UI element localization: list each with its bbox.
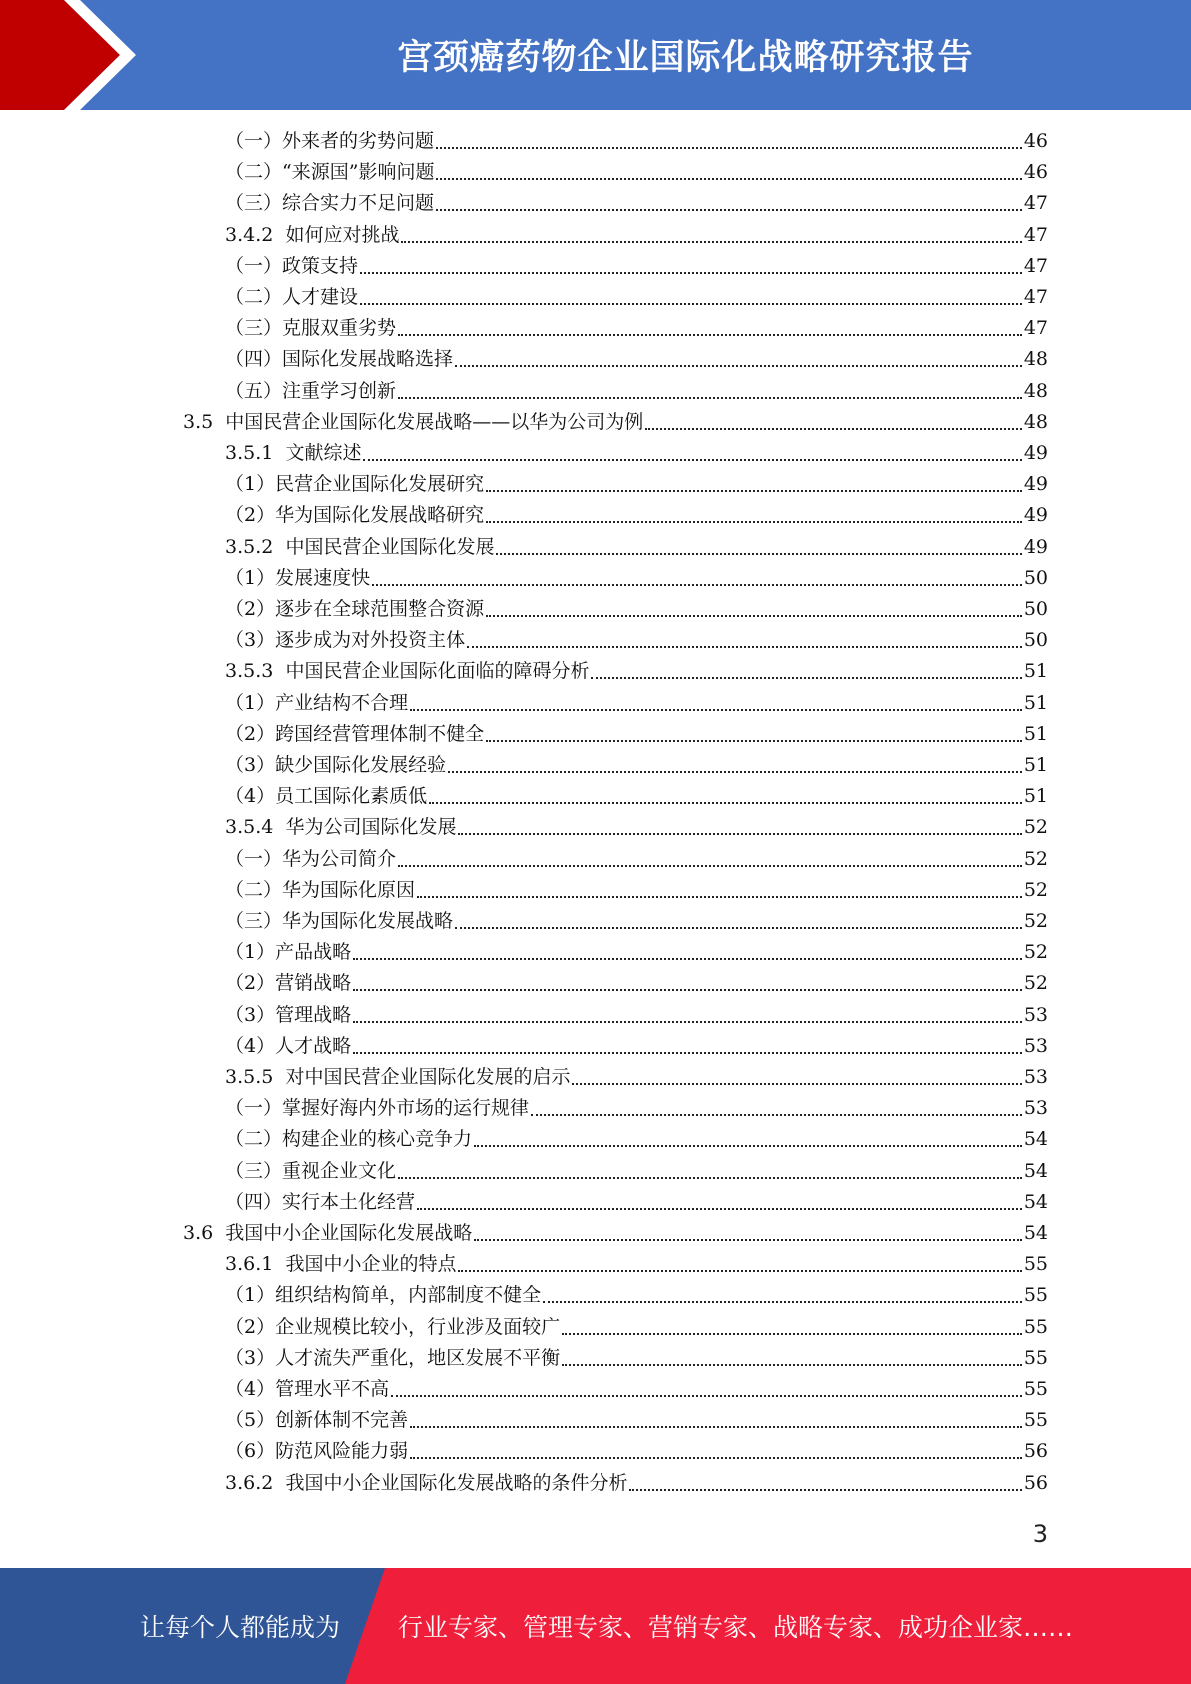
toc-entry-page: 52 (1023, 941, 1048, 964)
toc-entry-title: 人才建设 (282, 286, 359, 308)
toc-entry-number: （1） (225, 691, 276, 714)
report-title: 宫颈癌药物企业国际化战略研究报告 (397, 38, 974, 78)
toc-entry-number: （三） (225, 910, 283, 932)
toc-entry-page: 55 (1023, 1409, 1048, 1432)
toc-entry-page: 47 (1023, 317, 1048, 340)
toc-entry-title: 对中国民营企业国际化发展的启示 (285, 1066, 571, 1088)
toc-entry-page: 51 (1023, 754, 1048, 776)
toc-entry-title: 中国民营企业国际化发展 (285, 535, 495, 558)
toc-entry[interactable] (225, 1249, 1048, 1280)
toc-dot-leader (629, 1488, 1021, 1491)
toc-entry-number: （一） (225, 1097, 283, 1120)
toc-entry-page: 48 (1023, 348, 1048, 371)
toc-entry-page: 46 (1023, 130, 1048, 152)
toc-dot-leader (417, 895, 1022, 898)
toc-entry-page: 55 (1023, 1315, 1048, 1338)
toc-entry-page: 47 (1023, 223, 1048, 246)
toc-entry-page: 52 (1023, 910, 1048, 932)
toc-entry-number: （2） (225, 504, 276, 527)
toc-entry-title: 中国民营企业国际化面临的障碍分析 (285, 660, 590, 683)
toc-entry[interactable] (225, 1124, 1048, 1155)
toc-entry[interactable] (225, 313, 1048, 344)
toc-entry-number: （4） (225, 1034, 276, 1057)
toc-dot-leader (436, 177, 1021, 180)
toc-dot-leader (448, 770, 1022, 773)
toc-entry-page: 49 (1023, 442, 1048, 464)
toc-entry[interactable] (225, 1312, 1048, 1343)
toc-entry-title: 人才流失严重化，地区发展不平衡 (275, 1346, 561, 1369)
toc-entry[interactable] (225, 532, 1048, 563)
toc-entry-number: （3） (225, 629, 276, 652)
toc-dot-leader (486, 489, 1022, 492)
toc-entry-page: 51 (1023, 785, 1048, 808)
toc-entry-title: “来源国”影响问题 (282, 161, 435, 184)
toc-dot-leader (486, 614, 1022, 617)
toc-entry-page: 56 (1023, 1440, 1048, 1463)
toc-entry-number: 3.5.1 (225, 442, 286, 464)
toc-entry[interactable] (225, 594, 1048, 625)
toc-entry-title: 缺少国际化发展经验 (275, 754, 447, 776)
toc-entry-page: 55 (1023, 1284, 1048, 1307)
toc-dot-leader (496, 552, 1021, 555)
toc-entry-title: 华为国际化发展战略 (282, 910, 454, 932)
toc-dot-leader (410, 708, 1022, 711)
toc-entry-title: 国际化发展战略选择 (282, 348, 454, 371)
toc-dot-leader (455, 926, 1022, 929)
toc-entry-number: 3.5.3 (225, 660, 286, 683)
toc-entry[interactable] (225, 157, 1048, 188)
toc-entry-title: 跨国经营管理体制不健全 (275, 722, 485, 745)
toc-entry[interactable] (225, 344, 1048, 375)
header-red-arrow (0, 0, 120, 110)
toc-dot-leader (398, 1176, 1022, 1179)
toc-entry-page: 52 (1023, 847, 1048, 870)
toc-entry[interactable] (225, 126, 1048, 157)
toc-entry[interactable] (225, 282, 1048, 313)
toc-dot-leader (353, 988, 1022, 991)
toc-entry-title: 发展速度快 (275, 566, 371, 589)
toc-entry-title: 逐步成为对外投资主体 (275, 629, 466, 652)
toc-dot-leader (363, 458, 1021, 461)
toc-entry-number: （3） (225, 1346, 276, 1369)
toc-entry-page: 54 (1023, 1190, 1048, 1213)
toc-entry-page: 48 (1023, 379, 1048, 402)
toc-entry-title: 逐步在全球范围整合资源 (275, 598, 485, 620)
toc-entry-number: 3.5.4 (225, 816, 286, 839)
toc-entry[interactable] (225, 1405, 1048, 1436)
toc-entry-title: 综合实力不足问题 (282, 192, 435, 215)
toc-entry-number: （一） (225, 847, 283, 870)
toc-entry-title: 重视企业文化 (282, 1159, 397, 1182)
toc-dot-leader (572, 1082, 1021, 1085)
toc-entry-page: 49 (1023, 535, 1048, 558)
toc-entry[interactable] (225, 1280, 1048, 1311)
toc-entry-page: 48 (1023, 410, 1048, 433)
toc-entry-title: 注重学习创新 (282, 379, 397, 402)
toc-entry-number: （2） (225, 598, 276, 620)
toc-entry-number: （2） (225, 1315, 276, 1338)
toc-entry-number: （5） (225, 1409, 276, 1432)
toc-entry-number: （四） (225, 348, 283, 371)
toc-entry-title: 创新体制不完善 (275, 1409, 409, 1432)
toc-entry[interactable] (225, 750, 1048, 781)
toc-dot-leader (531, 1113, 1022, 1116)
toc-entry-page: 55 (1023, 1253, 1048, 1276)
toc-entry[interactable] (225, 500, 1048, 531)
toc-entry-page: 49 (1023, 504, 1048, 527)
toc-entry[interactable] (225, 844, 1048, 875)
toc-entry-title: 管理战略 (275, 1003, 352, 1026)
toc-entry[interactable] (225, 625, 1048, 656)
toc-entry-title: 中国民营企业国际化发展战略——以华为公司为例 (225, 410, 644, 433)
toc-entry-number: （五） (225, 379, 283, 402)
toc-entry-page: 53 (1023, 1066, 1048, 1088)
toc-entry-title: 华为国际化发展战略研究 (275, 504, 485, 527)
toc-entry[interactable] (225, 1031, 1048, 1062)
toc-entry-page: 53 (1023, 1003, 1048, 1026)
toc-dot-leader (372, 583, 1022, 586)
toc-entry-title: 掌握好海内外市场的运行规律 (282, 1097, 530, 1120)
toc-entry-title: 外来者的劣势问题 (282, 130, 435, 152)
toc-entry-page: 47 (1023, 192, 1048, 215)
toc-entry-number: （二） (225, 1128, 283, 1151)
toc-entry[interactable] (225, 906, 1048, 937)
toc-entry-page: 51 (1023, 660, 1048, 683)
toc-entry-title: 组织结构简单，内部制度不健全 (275, 1284, 542, 1307)
toc-dot-leader (398, 864, 1022, 867)
toc-entry[interactable] (225, 563, 1048, 594)
toc-entry[interactable] (225, 1062, 1048, 1093)
toc-entry-number: （6） (225, 1440, 276, 1463)
toc-entry-title: 管理水平不高 (275, 1378, 390, 1400)
toc-entry-page: 46 (1023, 161, 1048, 184)
toc-entry-number: （1） (225, 1284, 276, 1307)
toc-entry-title: 文献综述 (285, 442, 362, 464)
toc-entry-number: 3.5 (183, 410, 226, 433)
toc-entry-title: 如何应对挑战 (285, 223, 400, 246)
toc-entry[interactable] (225, 438, 1048, 469)
toc-entry-number: （二） (225, 878, 283, 901)
toc-entry-page: 54 (1023, 1222, 1048, 1244)
toc-entry-page: 52 (1023, 972, 1048, 995)
toc-entry[interactable] (225, 656, 1048, 687)
toc-entry-page: 50 (1023, 629, 1048, 652)
page-number: 3 (1032, 1520, 1048, 1548)
toc-dot-leader (486, 739, 1022, 742)
toc-entry[interactable] (225, 812, 1048, 843)
toc-entry[interactable] (183, 407, 1048, 438)
toc-dot-leader (486, 520, 1022, 523)
toc-entry[interactable] (225, 968, 1048, 999)
toc-dot-leader (398, 333, 1022, 336)
toc-dot-leader (398, 396, 1022, 399)
toc-dot-leader (410, 1425, 1022, 1428)
toc-entry[interactable] (225, 719, 1048, 750)
toc-dot-leader (436, 208, 1022, 211)
toc-entry[interactable] (225, 1187, 1048, 1218)
toc-entry-page: 52 (1023, 878, 1048, 901)
toc-entry-number: （三） (225, 317, 283, 340)
toc-dot-leader (401, 240, 1021, 243)
toc-dot-leader (467, 645, 1022, 648)
toc-entry-number: （三） (225, 1159, 283, 1182)
toc-entry-title: 员工国际化素质低 (275, 785, 428, 808)
toc-dot-leader (474, 1144, 1022, 1147)
toc-entry-number: （四） (225, 1190, 283, 1213)
toc-entry-page: 55 (1023, 1346, 1048, 1369)
toc-entry-page: 56 (1023, 1471, 1048, 1494)
toc-entry-title: 构建企业的核心竞争力 (282, 1128, 473, 1151)
toc-entry-title: 我国中小企业的特点 (285, 1253, 457, 1276)
toc-entry-number: （1） (225, 566, 276, 589)
toc-entry[interactable] (225, 469, 1048, 500)
toc-entry-title: 华为公司国际化发展 (285, 816, 457, 839)
toc-entry-title: 营销战略 (275, 972, 352, 995)
toc-entry[interactable] (225, 220, 1048, 251)
toc-dot-leader (458, 832, 1021, 835)
toc-entry-number: （1） (225, 473, 276, 496)
toc-entry-page: 53 (1023, 1097, 1048, 1120)
toc-entry-page: 47 (1023, 286, 1048, 308)
toc-entry[interactable] (225, 1436, 1048, 1467)
toc-entry-number: 3.6.1 (225, 1253, 286, 1276)
toc-entry-title: 民营企业国际化发展研究 (275, 473, 485, 496)
toc-entry-number: 3.6 (183, 1222, 226, 1244)
toc-entry-title: 我国中小企业国际化发展战略 (225, 1222, 473, 1244)
toc-entry[interactable] (225, 1093, 1048, 1124)
toc-entry-page: 51 (1023, 691, 1048, 714)
toc-entry-page: 54 (1023, 1159, 1048, 1182)
toc-entry-number: 3.5.5 (225, 1066, 286, 1088)
toc-entry-number: （2） (225, 722, 276, 745)
toc-entry[interactable] (225, 937, 1048, 968)
header-banner (0, 0, 1191, 110)
toc-entry-number: 3.6.2 (225, 1471, 286, 1494)
toc-entry-number: （2） (225, 972, 276, 995)
toc-entry[interactable] (225, 188, 1048, 219)
toc-entry-title: 克服双重劣势 (282, 317, 397, 340)
toc-entry[interactable] (225, 251, 1048, 282)
toc-dot-leader (458, 1269, 1021, 1272)
toc-dot-leader (417, 1207, 1022, 1210)
toc-entry-page: 51 (1023, 722, 1048, 745)
toc-entry-title: 防范风险能力弱 (275, 1440, 409, 1463)
toc-entry-number: （4） (225, 1378, 276, 1400)
footer-slogan-left: 让每个人都能成为 (140, 1613, 341, 1642)
footer-banner (0, 1568, 1191, 1684)
toc-entry-title: 实行本土化经营 (282, 1190, 416, 1213)
toc-entry-title: 人才战略 (275, 1034, 352, 1057)
toc-entry-number: （三） (225, 192, 283, 215)
toc-entry-page: 54 (1023, 1128, 1048, 1151)
toc-entry-title: 政策支持 (282, 254, 359, 277)
toc-entry[interactable] (225, 781, 1048, 812)
toc-entry-number: （1） (225, 941, 276, 964)
toc-dot-leader (436, 146, 1022, 149)
toc-dot-leader (562, 1332, 1022, 1335)
toc-dot-leader (410, 1456, 1022, 1459)
toc-entry[interactable] (225, 1374, 1048, 1405)
toc-entry-title: 我国中小企业国际化发展战略的条件分析 (285, 1471, 628, 1494)
toc-entry[interactable] (225, 1156, 1048, 1187)
toc-entry-page: 53 (1023, 1034, 1048, 1057)
toc-entry-number: （3） (225, 1003, 276, 1026)
footer-slogan-right: 行业专家、管理专家、营销专家、战略专家、成功企业家…… (398, 1613, 1074, 1642)
toc-dot-leader (353, 1020, 1022, 1023)
toc-entry-title: 华为公司简介 (282, 847, 397, 870)
toc-entry-number: （3） (225, 754, 276, 776)
toc-entry-page: 50 (1023, 598, 1048, 620)
toc-entry[interactable] (225, 1343, 1048, 1374)
toc-entry-number: （一） (225, 254, 283, 277)
toc-dot-leader (353, 1051, 1022, 1054)
toc-dot-leader (391, 1394, 1022, 1397)
toc-entry-title: 产业结构不合理 (275, 691, 409, 714)
toc-dot-leader (353, 957, 1022, 960)
toc-entry-title: 企业规模比较小，行业涉及面较广 (275, 1315, 561, 1338)
toc-entry-number: （二） (225, 286, 283, 308)
toc-dot-leader (474, 1238, 1022, 1241)
toc-entry[interactable] (225, 376, 1048, 407)
toc-entry-page: 50 (1023, 566, 1048, 589)
toc-entry-number: （一） (225, 130, 283, 152)
toc-dot-leader (429, 801, 1022, 804)
toc-entry-page: 52 (1023, 816, 1048, 839)
toc-entry[interactable] (183, 1218, 1048, 1249)
toc-entry-number: （4） (225, 785, 276, 808)
toc-dot-leader (360, 302, 1022, 305)
toc-dot-leader (591, 676, 1021, 679)
toc-entry-page: 55 (1023, 1378, 1048, 1400)
toc-entry-page: 47 (1023, 254, 1048, 277)
toc-dot-leader (645, 427, 1022, 430)
toc-dot-leader (562, 1363, 1022, 1366)
toc-entry-number: 3.4.2 (225, 223, 286, 246)
toc-entry-title: 产品战略 (275, 941, 352, 964)
toc-entry-number: （二） (225, 161, 283, 184)
toc-dot-leader (455, 364, 1022, 367)
toc-dot-leader (360, 271, 1022, 274)
toc-entry[interactable] (225, 688, 1048, 719)
toc-entry-number: 3.5.2 (225, 535, 286, 558)
toc-dot-leader (543, 1300, 1022, 1303)
toc-entry-page: 49 (1023, 473, 1048, 496)
toc-entry-title: 华为国际化原因 (282, 878, 416, 901)
toc-entry[interactable] (225, 1468, 1048, 1499)
toc-entry[interactable] (225, 1000, 1048, 1031)
toc-entry[interactable] (225, 875, 1048, 906)
